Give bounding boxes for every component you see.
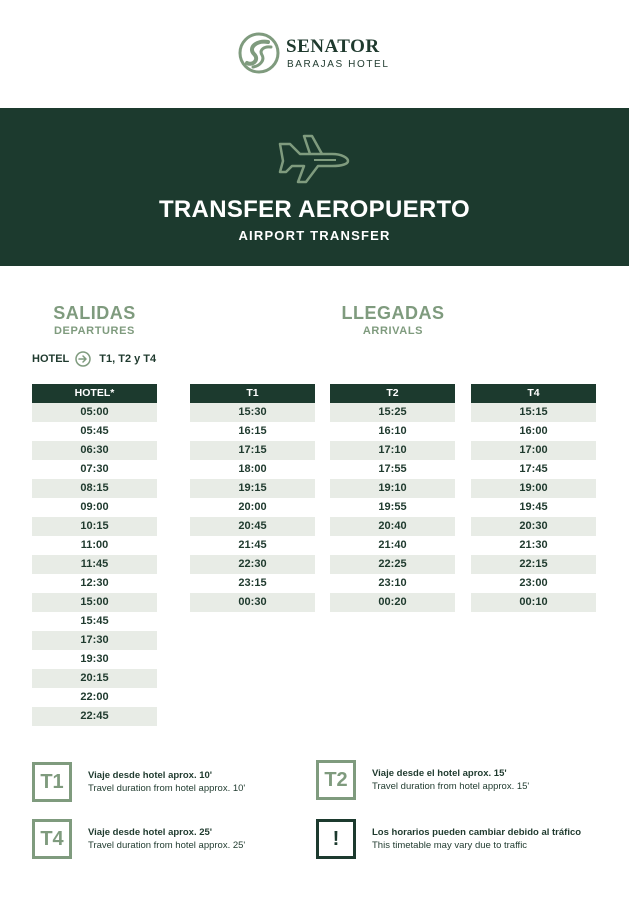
- route-from: HOTEL: [32, 353, 70, 365]
- note-t1: [32, 759, 245, 805]
- note-warning-es: Los horarios pueden cambiar debido al tráfico: [372, 827, 582, 838]
- arrow-right-circle-icon: [75, 351, 91, 367]
- time-cell: 06:30: [32, 441, 157, 460]
- t2-badge: T2: [316, 760, 356, 800]
- time-cell: 19:15: [190, 479, 315, 498]
- time-cell: 11:00: [80, 539, 109, 551]
- time-cell: 19:30: [80, 653, 109, 665]
- time-cell: 15:00: [32, 593, 157, 612]
- time-cell: 12:30: [80, 577, 109, 589]
- time-cell: 16:10: [378, 425, 407, 437]
- departures-heading: [32, 303, 157, 337]
- note-t1-es: Viaje desde hotel aprox. 10': [88, 770, 213, 781]
- senator-logo-icon: [238, 32, 280, 74]
- time-cell: 22:00: [80, 691, 109, 703]
- time-cell: 10:15: [32, 517, 157, 536]
- time-cell: 00:20: [330, 593, 455, 612]
- departure-route: [32, 350, 156, 368]
- time-cell: 15:30: [190, 403, 315, 422]
- time-cell: 19:55: [378, 501, 407, 513]
- time-cell: 16:00: [519, 425, 548, 437]
- page-title: TRANSFER AEROPUERTO: [158, 196, 471, 223]
- t2-arrivals-column: [330, 384, 455, 612]
- time-cell: 22:45: [32, 707, 157, 726]
- airplane-icon: [274, 130, 354, 186]
- time-cell: 22:25: [330, 555, 455, 574]
- column-header: T2: [330, 384, 455, 403]
- exclamation-icon: !: [316, 819, 356, 859]
- logo-brand: SENATOR: [286, 36, 380, 57]
- title-banner: [0, 108, 629, 266]
- column-body: [471, 403, 596, 612]
- column-body: [330, 403, 455, 612]
- time-cell: 07:30: [80, 463, 109, 475]
- arrivals-subtitle: ARRIVALS: [362, 325, 424, 337]
- time-cell: 17:45: [519, 463, 548, 475]
- route-to: T1, T2 y T4: [99, 353, 157, 365]
- time-cell: 21:40: [378, 539, 407, 551]
- time-cell: 11:45: [32, 555, 157, 574]
- time-cell: 17:55: [378, 463, 407, 475]
- time-cell: 19:45: [519, 501, 548, 513]
- note-t2-en: Travel duration from hotel approx. 15': [372, 781, 530, 792]
- time-cell: 05:45: [80, 425, 109, 437]
- t4-badge: T4: [32, 819, 72, 859]
- senator-logo: [238, 32, 398, 76]
- time-cell: 20:45: [190, 517, 315, 536]
- time-cell: 19:10: [330, 479, 455, 498]
- arrivals-title: LLEGADAS: [341, 303, 445, 323]
- time-cell: 21:30: [519, 539, 548, 551]
- note-t4-es: Viaje desde hotel aprox. 25': [88, 827, 213, 838]
- time-cell: 18:00: [238, 463, 267, 475]
- t4-arrivals-column: [471, 384, 596, 612]
- arrivals-heading: [330, 303, 456, 337]
- column-header: T1: [190, 384, 315, 403]
- time-cell: 19:00: [471, 479, 596, 498]
- column-body: [32, 403, 157, 726]
- column-body: [190, 403, 315, 612]
- time-cell: 22:15: [471, 555, 596, 574]
- note-t2: [316, 757, 529, 803]
- page-subtitle: AIRPORT TRANSFER: [238, 228, 391, 243]
- time-cell: 20:30: [471, 517, 596, 536]
- time-cell: 15:25: [330, 403, 455, 422]
- time-cell: 23:15: [238, 577, 267, 589]
- time-cell: 17:15: [190, 441, 315, 460]
- time-cell: 16:15: [238, 425, 267, 437]
- time-cell: 23:10: [378, 577, 407, 589]
- column-header: HOTEL*: [32, 384, 157, 403]
- time-cell: 00:30: [190, 593, 315, 612]
- time-cell: 00:10: [471, 593, 596, 612]
- time-cell: 15:45: [80, 615, 109, 627]
- departures-subtitle: DEPARTURES: [54, 325, 135, 337]
- note-t2-es: Viaje desde el hotel aprox. 15': [372, 768, 507, 779]
- note-t1-en: Travel duration from hotel approx. 10': [88, 783, 246, 794]
- note-traffic-warning: [316, 816, 581, 862]
- time-cell: 08:15: [32, 479, 157, 498]
- time-cell: 17:00: [471, 441, 596, 460]
- time-cell: 20:00: [238, 501, 267, 513]
- note-t4-en: Travel duration from hotel approx. 25': [88, 840, 246, 851]
- time-cell: 17:30: [32, 631, 157, 650]
- departures-title: SALIDAS: [53, 303, 136, 323]
- time-cell: 09:00: [80, 501, 109, 513]
- note-t4: [32, 816, 245, 862]
- time-cell: 15:15: [471, 403, 596, 422]
- time-cell: 05:00: [32, 403, 157, 422]
- note-warning-en: This timetable may vary due to traffic: [372, 840, 528, 851]
- time-cell: 21:45: [238, 539, 267, 551]
- time-cell: 22:30: [190, 555, 315, 574]
- time-cell: 20:40: [330, 517, 455, 536]
- hotel-departures-column: [32, 384, 157, 726]
- time-cell: 17:10: [330, 441, 455, 460]
- t1-arrivals-column: [190, 384, 315, 612]
- logo-subtitle: BARAJAS HOTEL: [287, 59, 390, 70]
- time-cell: 23:00: [519, 577, 548, 589]
- column-header: T4: [471, 384, 596, 403]
- time-cell: 20:15: [32, 669, 157, 688]
- t1-badge: T1: [32, 762, 72, 802]
